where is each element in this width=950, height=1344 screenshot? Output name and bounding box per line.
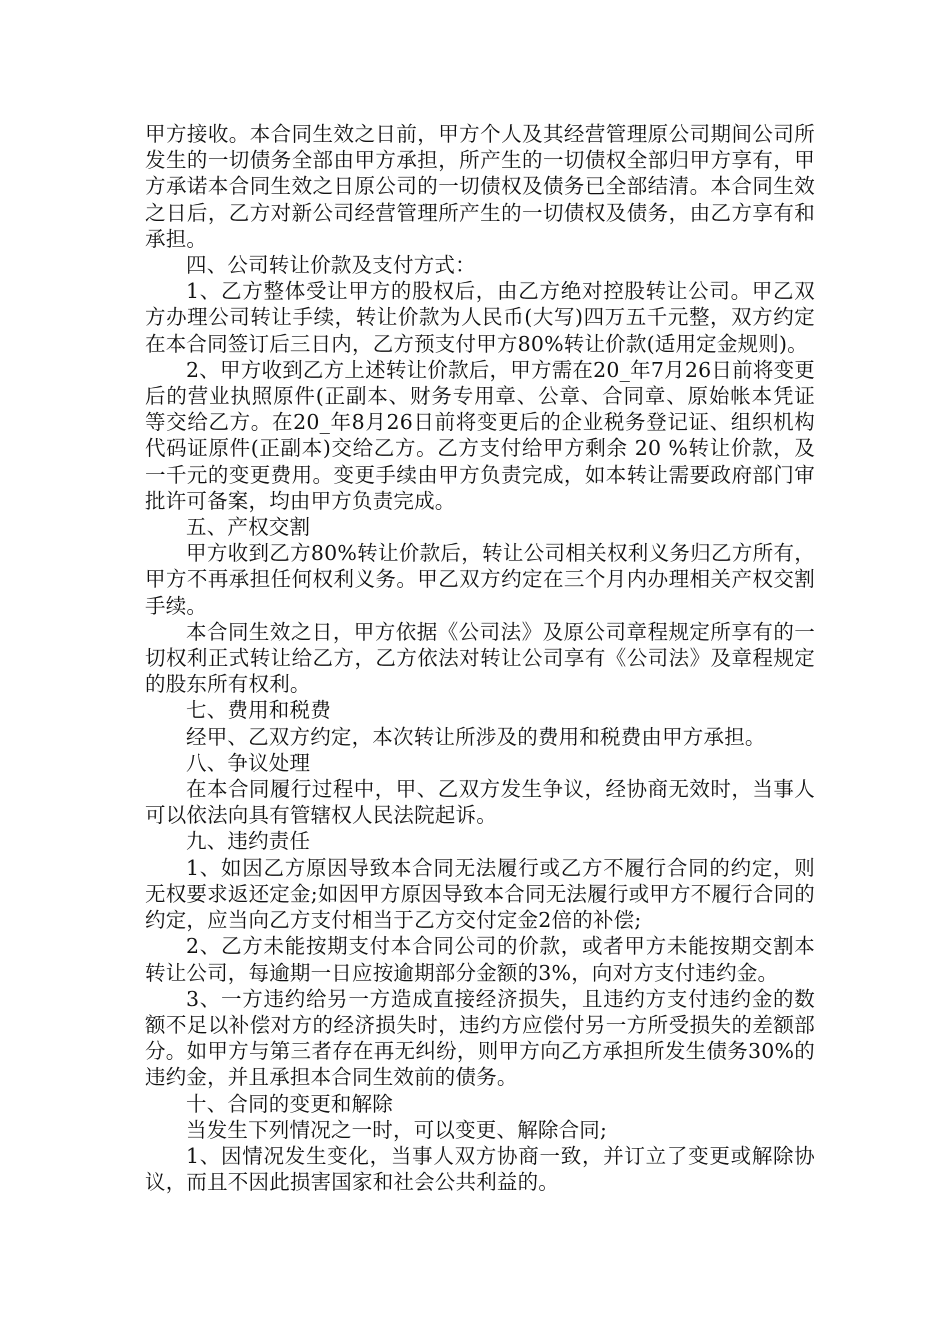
section-heading-fees-taxes: 七、费用和税费	[186, 698, 331, 723]
paragraph-price-1: 1、乙方整体受让甲方的股权后，由乙方绝对控股转让公司。甲乙双方办理公司转让手续，转让价款为人民币(大写)四万五千元整，双方约定在本合同签订后三日内，乙方预支付甲方80%转让价款(适用定金规则)。	[145, 279, 815, 356]
section-heading-price-payment: 四、公司转让价款及支付方式：	[186, 253, 476, 278]
paragraph-change-1: 1、因情况发生变化，当事人双方协商一致，并订立了变更或解除协议，而且不因此损害国家和社会公共利益的。	[145, 1143, 815, 1195]
paragraph-change-intro: 当发生下列情况之一时，可以变更、解除合同;	[186, 1117, 608, 1142]
document-body	[145, 121, 815, 1195]
section-heading-property-transfer: 五、产权交割	[186, 515, 311, 540]
paragraph-debt-settlement: 甲方接收。本合同生效之日前，甲方个人及其经营管理原公司期间公司所发生的一切债务全部由甲方承担，所产生的一切债权全部归甲方享有，甲方承诺本合同生效之日原公司的一切债权及债务已全部结清。本合同生效之日后，乙方对新公司经营管理所产生的一切债权及债务，由乙方享有和承担。	[145, 122, 815, 251]
paragraph-property-transfer: 甲方收到乙方80%转让价款后，转让公司相关权利义务归乙方所有，甲方不再承担任何权利义务。甲乙双方约定在三个月内办理相关产权交割手续。	[145, 541, 815, 618]
paragraph-breach-3: 3、一方违约给另一方造成直接经济损失，且违约方支付违约金的数额不足以补偿对方的经济损失时，违约方应偿付另一方所受损失的差额部分。如甲方与第三者存在再无纠纷，则甲方向乙方承担所发生债务30%的违约金，并且承担本合同生效前的债务。	[145, 986, 815, 1090]
paragraph-dispute: 在本合同履行过程中，甲、乙双方发生争议，经协商无效时，当事人可以依法向具有管辖权人民法院起诉。	[145, 777, 815, 828]
paragraph-rights-transfer: 本合同生效之日，甲方依据《公司法》及原公司章程规定所享有的一切权利正式转让给乙方，乙方依法对转让公司享有《公司法》及章程规定的股东所有权利。	[145, 619, 815, 697]
section-heading-change-termination: 十、合同的变更和解除	[186, 1091, 393, 1116]
section-heading-breach: 九、违约责任	[186, 829, 311, 854]
paragraph-price-2: 2、甲方收到乙方上述转让价款后，甲方需在20_年7月26日前将变更后的营业执照原件(正副本、财务专用章、公章、合同章、原始帐本凭证等交给乙方。在20_年8月26日前将变更后的企业税务登记证、组织机构代码证原件(正副本)交给乙方。乙方支付给甲方剩余 20 %转让价款，及一千元的变更费用。变更手续由甲方负责完成，如本转让需要政府部门审批许可备案，均由甲方负责完成。	[145, 357, 815, 513]
paragraph-fees-taxes: 经甲、乙双方约定，本次转让所涉及的费用和税费由甲方承担。	[186, 724, 766, 749]
paragraph-breach-2: 2、乙方未能按期支付本合同公司的价款，或者甲方未能按期交割本转让公司，每逾期一日应按逾期部分金额的3%，向对方支付违约金。	[145, 934, 815, 985]
paragraph-breach-1: 1、如因乙方原因导致本合同无法履行或乙方不履行合同的约定，则无权要求返还定金;如因甲方原因导致本合同无法履行或甲方不履行合同的约定，应当向乙方支付相当于乙方交付定金2倍的补偿;	[145, 855, 815, 933]
section-heading-dispute: 八、争议处理	[186, 750, 311, 775]
